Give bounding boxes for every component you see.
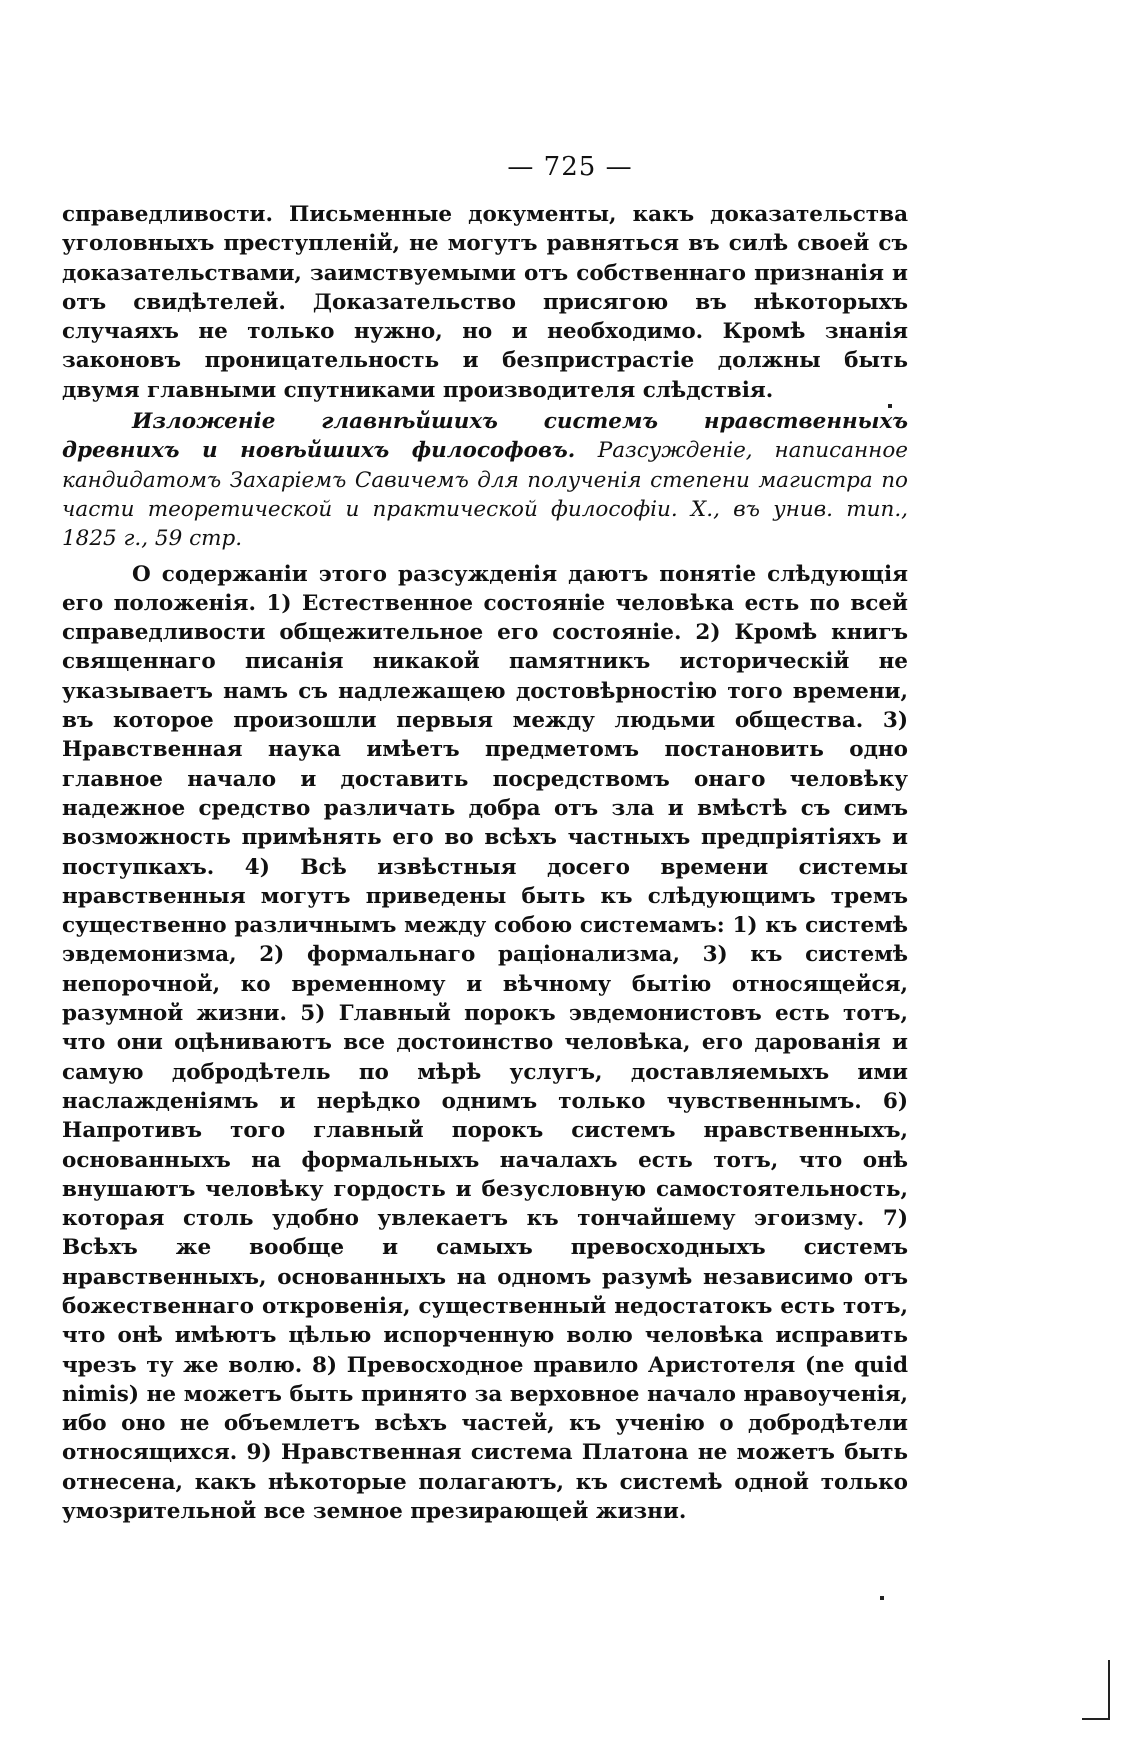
review-heading-rest: Разсужденіе, написанное кандидатомъ Захаріемъ Савичемъ для полученія степени магистра по части теоретической и практической философіи. Х., въ унив. тип., 1825 г., 59 стр. <box>62 438 908 552</box>
review-heading <box>62 407 908 553</box>
page-number: — 725 — <box>507 152 633 182</box>
body-text <box>62 200 908 1526</box>
review-heading-title: Изложеніе главнѣйшихъ системъ нравственныхъ древнихъ и новѣйшихъ философовъ. <box>62 409 908 464</box>
review-body: О содержаніи этого разсужденія даютъ понятіе слѣдующія его положенія. 1) Естественное состояніе человѣка есть по всей справедливости общежительное его состояніе. 2) Кромѣ книгъ священнаго писанія никакой памятникъ историческій не указываетъ намъ съ надлежащею достовѣрностію того времени, въ которое произошли первыя между людьми общества. 3) Нравственная наука имѣетъ предметомъ постановить одно главное начало и доставить посредствомъ онаго человѣку надежное средство различать добра отъ зла и вмѣстѣ съ симъ возможность примѣнять его во всѣхъ частныхъ предпріятіяхъ и поступкахъ. 4) Всѣ извѣстныя досего времени системы нравственныя могутъ приведены быть къ слѣдующимъ тремъ существенно различнымъ между собою системамъ: 1) къ системѣ эвдемонизма, 2) формальнаго раціонализма, 3) къ системѣ непорочной, ко временному и вѣчному бытію относящейся, разумной жизни. 5) Главный порокъ эвдемонистовъ есть тотъ, что они оцѣниваютъ все достоинство человѣка, его дарованія и самую добродѣтель по мѣрѣ услугъ, доставляемыхъ ими наслажденіямъ и нерѣдко однимъ только чувственнымъ. 6) Напротивъ того главный порокъ системъ нравственныхъ, основанныхъ на формальныхъ началахъ есть тотъ, что онѣ внушаютъ человѣку гордость и безусловную самостоятельность, которая столь удобно увлекаетъ къ тончайшему эгоизму. 7) Всѣхъ же вообще и самыхъ превосходныхъ системъ нравственныхъ, основанныхъ на одномъ разумѣ независимо отъ божественнаго откровенія, существенный недостатокъ есть тотъ, что онѣ имѣютъ цѣлью испорченную волю человѣка исправить чрезъ ту же волю. 8) Превосходное правило Аристотеля (ne quid nimis) не можетъ быть принято за верховное начало нравоученія, ибо оно не объемлетъ всѣхъ частей, къ ученію о добродѣтели относящихся. 9) Нравственная система Платона не можетъ быть отнесена, какъ нѣкоторые полагаютъ, къ системѣ одной только умозрительной все земное презирающей жизни. <box>62 561 908 1525</box>
edge-line-mark <box>1108 1660 1110 1720</box>
speck-mark <box>888 404 892 408</box>
paragraph-continued: справедливости. Письменные документы, какъ доказательства уголовныхъ преступленій, не могутъ равняться въ силѣ своей съ доказательствами, заимствуемыми отъ собственнаго признанія и отъ свидѣтелей. Доказательство присягою въ нѣкоторыхъ случаяхъ не только нужно, но и необходимо. Кромѣ знанія законовъ проницательность и безпристрастіе должны быть двумя главными спутниками производителя слѣдствія. <box>62 202 908 403</box>
speck-mark <box>880 1596 884 1600</box>
edge-line-mark <box>1082 1718 1110 1720</box>
